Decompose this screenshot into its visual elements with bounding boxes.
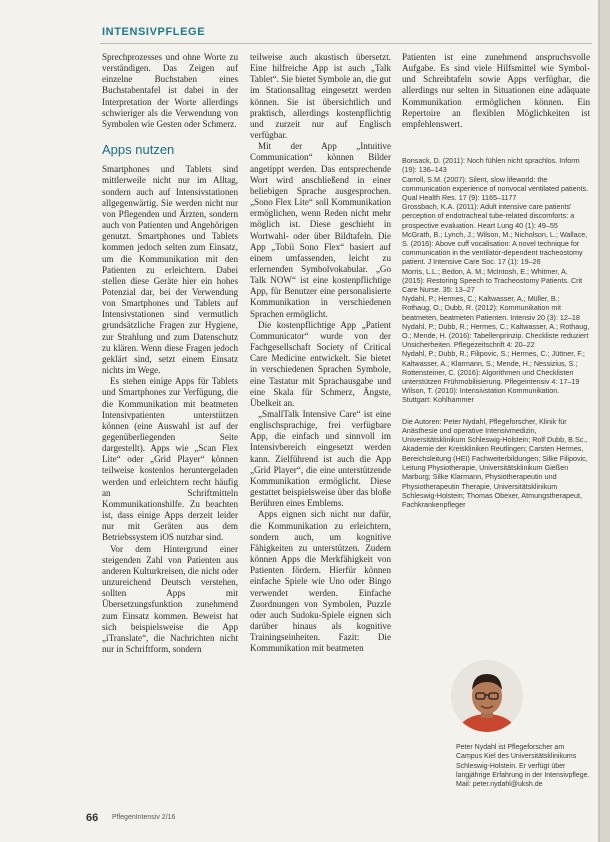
reference-item: Bonsack, D. (2011): Noch fühlen nicht sprachlos. Inform (19): 136–143 [402,156,580,175]
author-portrait-icon [451,660,523,732]
publication-source: PflegenIntensiv 2/16 [112,814,176,821]
binding-gutter [600,0,610,842]
paragraph: teilweise auch akustisch übersetzt. Eine hilfreiche App ist auch „Talk Tablet“. Sie bietet Symbole an, die gut im Stationsalltag eingesetzt werden können. Sie ist übersichtlich und praktisch, allerdings kostenpflichtig und zurzeit nur auf Englisch verfügbar. [250,52,391,141]
author-info: Die Autoren: Peter Nydahl, Pflegeforscher, Klinik für Anästhesie und operative Intensivmedizin, Universitätsklinikum Schleswig-Holstein; Rolf Dubb, B.Sc., Akademie der Kreiskliniken Reutlingen; Carsten Hermes, Bereichsleitung (HEI) Fachweiterbildungen; Silke Filipovic, Leitung Physiotherapie, Universitätsklinikum Gießen Marburg; Silke Klarmann, Physiotherapeutin und Physiotherapeutin Therapie, Universitätsklinikum Schleswig-Holstein; Thomas Obexer, Atmungstherapeut, Fachkrankenpfleger [402,416,588,510]
page-number: 66 [86,812,99,824]
binding-shadow [598,0,600,842]
paragraph: Apps eignen sich nicht nur dafür, die Kommunikation zu erleichtern, sondern auch, um kognitive Fähigkeiten zu unterstützen. Zudem können Apps die Merkfähigkeit von Patienten fördern. Hierfür können einfache Spiele wie Uno oder Bingo verwendet werden. Einfache Zuordnungen von Symbolen, Puzzle oder auch Sudoku-Spiele eignen sich darüber hinaus als kognitive Trainingseinheiten. Fazit: Die Kommunikation mit beatmeten [250,509,391,654]
reference-item: Grossbach, K.A. (2011): Adult intensive care patients' perception of endotracheal tube-related discomforts: a prospective evaluation. Heart Lung 40 (1): 49–55 [402,202,575,230]
reference-item: Nydahl, P.; Hermes, C.; Kaltwasser, A.; Müller, B.; Rothaug, O.; Dubb, R. (2012): Kommunikation mit beatmeten, beatmeten Patienten. Intensiv 20 (3): 12–18 [402,294,580,322]
section-heading: Apps nutzen [102,142,175,158]
paragraph: Smartphones und Tablets sind mittlerweile nicht nur im Alltag, sondern auch auf Intensivstationen allgegenwärtig. Sie werden nicht nur von Pflegenden und Ärzten, sondern auch von Patienten und Angehörigen genutzt. Smartphones und Tablets kommen jedoch selten zum Einsatz, um die Kommunikation mit den Patienten zu erleichtern. Dabei stellen diese Geräte hier ein hohes Potenzial dar, bei der Verwendung von Smartphones und Tablets auf Intensivstationen sind vermutlich grundsätzliche Fragen zur Hygiene, zur Strahlung und zum Datenschutz zu klären. Wenn diese Fragen jedoch geklärt sind, setzt einem Einsatz nichts im Wege. [102,164,238,376]
paragraph: „SmallTalk Intensive Care“ ist eine englischsprachige, frei verfügbare App, die einfach und sinnvoll im Intensivbereich eingesetzt werden kann. Zielführend ist auch die App „Grid Player“, die eine unterstützende Kommunikation ermöglicht. Diese gestattet beispielsweise über das bloße Berühren eines Emblems. [250,409,391,509]
paragraph: Es stehen einige Apps für Tablets und Smartphones zur Verfügung, die die Kommunikation mit beatmeten Intensivpatienten unterstützen können (eine Auswahl ist auf der gegenüberliegenden Seite dargestellt). Apps wie „Scan Flex Lite“ oder „Grid Player“ können teilweise kostenlos heruntergeladen werden und erleichtern recht häufig an Schriftmitteln Kommunikationshilfe. Zu beachten ist, dass einige Apps derzeit leider nur mit Geräten aus dem Betriebssystem iOS nutzbar sind. [102,376,238,543]
text-column-3 [402,52,590,510]
paragraph: Vor dem Hintergrund einer steigenden Zahl von Patienten aus anderen Kulturkreisen, die nicht oder unzureichend Deutsch verstehen, sollten Apps mit Übersetzungsfunktion zunehmend zum Einsatz kommen. Beweist hat sich beispielsweise die App „iTranslate“, die Nachrichten nicht nur in Schriftform, sondern [102,543,238,654]
paragraph: Sprechprozesses und ohne Worte zu verständigen. Das Zeigen auf einzelne Buchstaben eines Buchstabentafel ist dabei in der Interpretation der Worte allerdings schwieriger als die Verwendung von Symbolen wie Gesten oder Schmerz. [102,52,238,129]
paragraph: Mit der App „Intuitive Communication“ können Bilder angetippt werden. Das entsprechende Wort wird anschließend in einer beliebigen Sprache ausgesprochen. „Sono Flex Lite“ soll Kommunikation ermöglichen, wenn Reden nicht mehr möglich ist. Diese geschieht in Wortwahl- oder über Bildtafeln. Die App „Tobii Sono Flex“ basiert auf einem umfassenden, leicht zu erlernenden Symbolvokabular. „Go Talk NOW“ ist eine kostenpflichtige App, für Benutzer eine personalisierte Kommunikation in verschiedenen Sprachen ermöglicht. [250,141,391,319]
reference-list [402,156,590,404]
paragraph: Patienten ist eine zunehmend anspruchsvolle Aufgabe. Es sind viele Hilfsmittel wie Symbol- und Schreibtafeln sowie Apps verfügbar, die allerdings nur selten in Situationen eine adäquate Kommunikation ermöglichen können. Ein Repertoire an flexiblen Möglichkeiten ist empfehlenswert. [402,52,590,129]
text-column-1 [102,52,238,655]
author-photo [451,660,523,732]
header-rule [100,43,592,44]
section-header: INTENSIVPFLEGE [102,26,206,38]
paragraph: Die kostenpflichtige App „Patient Communicator“ wurde von der Fachgesellschaft Society of Critical Care Medicine entwickelt. Sie bietet in verschiedenen Sprachen Symbole, eine Tastatur mit Sprachausgabe und eine Skala für Schmerz, Ängste, Übelkeit an. [250,319,391,408]
reference-item: Nydahl, P.; Dubb, R.; Hermes, C.; Kaltwasser, A.; Rothaug, O.; Mende, H. (2016): Tabellenprinzip. Checkliste reduziert Unsicherheiten. Pflegezeitschrift 4: 20–22 [402,321,590,350]
reference-item: Morris, L.L.; Bedon, A. M.; McIntosh, E.; Whitmer, A. (2015): Restoring Speech to Tracheostomy Patients. Crit Care Nurse. 35: 13–27 [402,266,583,294]
text-column-2 [250,52,391,654]
reference-item: McGrath, B.; Lynch, J.; Wilson, M.; Nicholson, L.; Wallace, S. (2016): Above cuff vocalisation: A novel technique for communication in the ventilator-dependent tracheostomy patient. J Intensive Care Soc. 17 (1): 19–26 [402,229,588,267]
reference-item: Nydahl, P.; Dubb, R.; Filipovic, S.; Hermes, C.; Jüttner, F.; Kaltwasser, A.; Klarmann, S.; Mende, H.; Nessizius, S.; Rottensteiner, C. (2016): Algorithmen und Checklisten unterstützen Frühmobilisierung. Pflegeintensiv 4: 17–19 [402,349,585,386]
reference-item: Wilson, T. (2010): Intensivstation Kommunikation. Stuttgart: Kohlhammer [402,386,560,405]
photo-caption: Peter Nydahl ist Pflegeforscher am Campus Kiel des Universitätsklinikums Schleswig-Holstein. Er verfügt über langjährige Erfahrung in der Intensivpflege. Mail: peter.nydahl@uksh.de [456,744,590,789]
reference-item: Carroll, S.M. (2007): Silent, slow lifeworld: the communication experience of nonvocal ventilated patients. Qual Health Res. 17 (9): 1165–1177 [402,174,589,202]
